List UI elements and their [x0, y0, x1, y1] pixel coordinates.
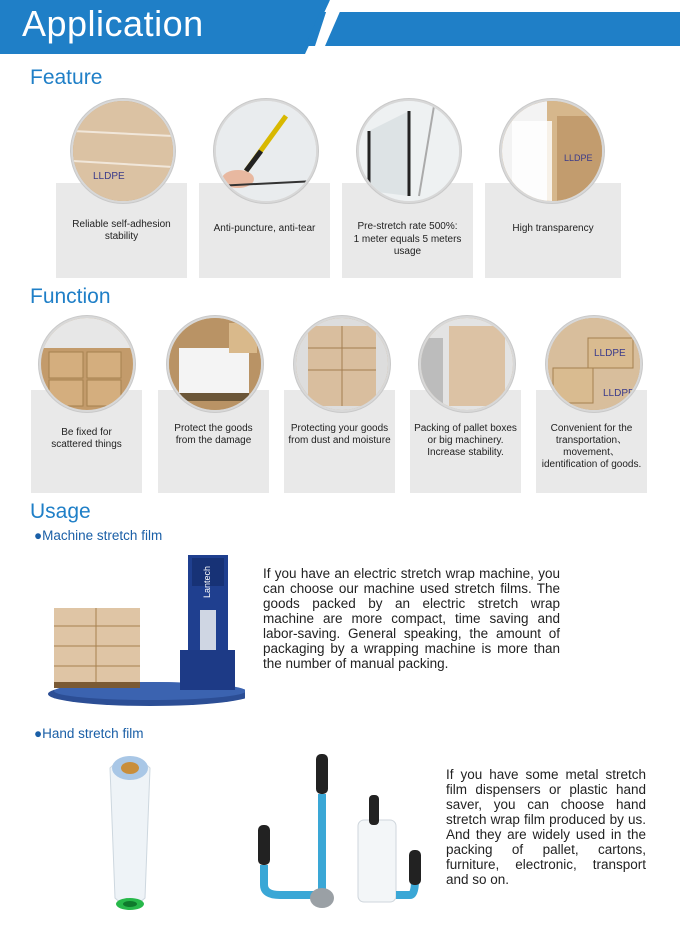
feature-label: Reliable self-adhesion stability — [72, 219, 171, 242]
feature-label: High transparency — [512, 223, 594, 234]
machine-film-heading: ●Machine stretch film — [34, 528, 163, 543]
function-label: Protecting your goods from dust and moisture — [288, 423, 391, 446]
feature-photo-transparency — [500, 99, 604, 203]
hand-film-roll-illustration — [100, 748, 160, 920]
function-photo-fixed — [39, 316, 135, 412]
function-label: Packing of pallet boxes or big machinery. Increase stability. — [414, 423, 517, 458]
function-label: Protect the goods from the damage — [174, 423, 253, 446]
svg-text:LLDPE: LLDPE — [93, 171, 125, 182]
film-dispenser-illustration — [250, 750, 430, 920]
function-photo-protect — [167, 316, 263, 412]
function-heading: Function — [30, 285, 111, 308]
hand-film-description: If you have some metal stretch film dispensers or plastic hand saver, you can choose hand stretch wrap film produced by us. And they are widely used in the packing of pallet, cartons, furniture, electronic, transport and so on. — [446, 767, 646, 887]
svg-text:LLDPE: LLDPE — [564, 153, 593, 163]
function-label: Be fixed for scattered things — [51, 427, 122, 450]
usage-heading: Usage — [30, 500, 91, 523]
function-label: Convenient for the transportation、movement、identification of goods. — [541, 423, 642, 470]
hand-film-heading: ●Hand stretch film — [34, 726, 144, 741]
function-photo-dust — [294, 316, 390, 412]
feature-photo-pre-stretch — [357, 99, 461, 203]
svg-text:Lantech: Lantech — [202, 565, 212, 598]
feature-photo-puncture — [214, 99, 318, 203]
machine-wrapper-illustration — [40, 550, 245, 710]
feature-label: Anti-puncture, anti-tear — [213, 223, 316, 234]
svg-text:LLDPE: LLDPE — [594, 348, 626, 359]
feature-label-line1: Pre-stretch rate 500%: — [357, 221, 458, 232]
function-photo-transport — [546, 316, 642, 412]
header-banner — [0, 0, 680, 54]
page-title: Application — [22, 3, 204, 44]
feature-label-line2: 1 meter equals 5 meters usage — [353, 234, 462, 257]
machine-film-description: If you have an electric stretch wrap machine, you can choose our machine used stretch films. The goods packed by an electric stretch wrap machine are more compact, time saving and labor-saving. General speaking, the amount of packaging by a wrapping machine is more than the number of manual packing. — [263, 566, 560, 671]
feature-heading: Feature — [30, 66, 103, 89]
function-photo-stability — [419, 316, 515, 412]
svg-text:LLDPE: LLDPE — [603, 388, 635, 399]
feature-photo-boxes — [71, 99, 175, 203]
